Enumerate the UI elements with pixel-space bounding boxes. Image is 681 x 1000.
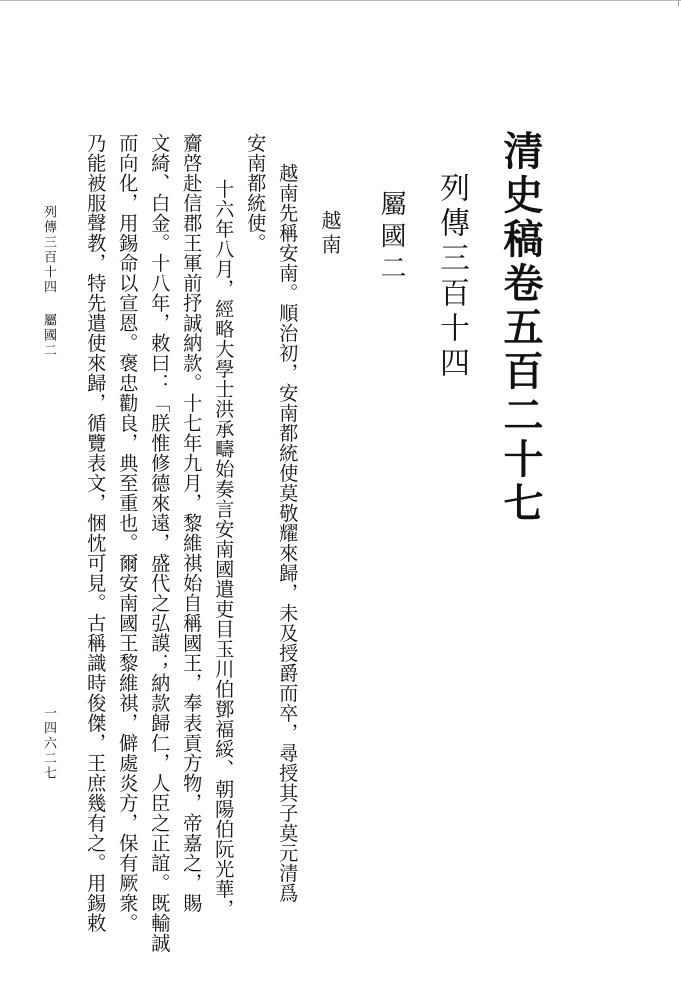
body-column-6: 而向化，用錫命以宣恩。褒忠勸良，典至重也。爾安南國王黎維祺，僻處炎方，保有厥衆。 (116, 133, 140, 933)
chapter-heading: 列傳三百十四 (434, 172, 469, 382)
subsection-heading: 越南 (318, 210, 342, 258)
book-title: 清史稿卷五百二十七 (497, 130, 544, 526)
margin-chapter: 列傳三百十四 (41, 205, 56, 295)
margin-running-head (42, 205, 55, 358)
body-column-2: 安南都統使。 (244, 133, 268, 253)
body-column-1: 越南先稱安南。順治初，安南都統使莫敬耀來歸，未及授爵而卒，尋授其子莫元清爲 (276, 163, 300, 903)
margin-section: 屬國二 (41, 313, 56, 358)
scan-right-border (678, 0, 679, 6)
body-column-3: 十六年八月，經略大學士洪承疇始奏言安南國遣吏目玉川伯鄧福綏、朝陽伯阮光華， (212, 179, 236, 919)
body-column-4: 齎啓赴信郡王軍前抒誠納款。十七年九月，黎維祺始自稱國王，奉表貢方物，帝嘉之，賜 (180, 133, 204, 913)
body-column-7: 乃能被服聲教，特先遣使來歸，循覽表文，悃忱可見。古稱識時俊傑，王庶幾有之。用錫敕 (84, 133, 108, 933)
scan-top-border (0, 0, 681, 1)
margin-page-number: 一四六二七 (41, 706, 56, 781)
body-column-5: 文綺、白金。十八年，敕曰：「朕惟修德來遠，盛代之弘謨；納款歸仁，人臣之正誼。既輸誠 (148, 133, 172, 953)
section-heading: 屬國二 (376, 190, 406, 286)
